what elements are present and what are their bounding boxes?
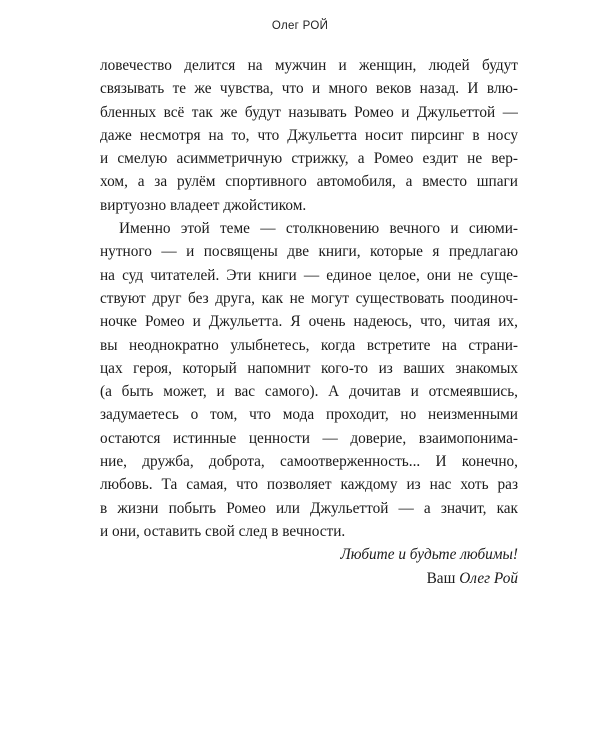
paragraph-2 xyxy=(100,217,518,543)
text-line: и смелую асимметричную стрижку, а Ромео ездит не вер- xyxy=(100,150,518,168)
closing-line: Любите и будьте любимы! xyxy=(340,546,518,564)
text-line: цах героя, который напомнит кого-то из ваших знакомых xyxy=(100,359,518,377)
text-line: ние, дружба, доброта, самоотверженность... И конечно, xyxy=(100,453,518,471)
text-line: даже несмотря на то, что Джульетта носит пирсинг в носу xyxy=(100,126,518,144)
text-line: вы неоднократно улыбнетесь, когда встретите на страни- xyxy=(100,336,518,354)
running-title: Олег РОЙ xyxy=(271,20,329,32)
text-line: в жизни побыть Ромео или Джульеттой — а значит, как xyxy=(100,499,518,517)
text-line: связывать те же чувства, что и много веков назад. И влю- xyxy=(100,80,518,98)
signature-prefix: Ваш xyxy=(426,569,456,587)
text-line: ночке Ромео и Джульетта. Я очень надеюсь, что, читая их, xyxy=(100,313,518,331)
text-line: на суд читателей. Эти книги — единое целое, они не суще- xyxy=(100,266,518,284)
text-line: нутного — и посвящены две книги, которые я предлагаю xyxy=(100,243,518,261)
text-line: хом, а за рулём спортивного автомобиля, а вместо шпаги xyxy=(100,173,518,191)
signature xyxy=(100,567,518,590)
text-line: виртуозно владеет джойстиком. xyxy=(100,196,307,214)
main-text xyxy=(100,54,518,590)
text-line: остаются истинные ценности — доверие, взаимопонима- xyxy=(100,429,518,447)
text-line: и они, оставить свой след в вечности. xyxy=(100,522,346,540)
text-line: задумаетесь о том, что мода проходит, но неизменными xyxy=(100,406,518,424)
signature-name: Олег Рой xyxy=(459,569,518,587)
text-line: бленных всё так же будут называть Ромео и Джульеттой — xyxy=(100,103,518,121)
text-line: (а быть может, и вас самого). А дочитав и отсмеявшись, xyxy=(100,383,518,401)
text-line: любовь. Та самая, что позволяет каждому из нас хоть раз xyxy=(100,476,518,494)
text-line: Именно этой теме — столкновению вечного и сиюми- xyxy=(119,220,518,238)
text-line: ловечество делится на мужчин и женщин, людей будут xyxy=(100,57,518,74)
paragraph-1 xyxy=(100,54,518,217)
text-line: ствуют друг без друга, как не могут существовать поодиноч- xyxy=(100,289,518,307)
